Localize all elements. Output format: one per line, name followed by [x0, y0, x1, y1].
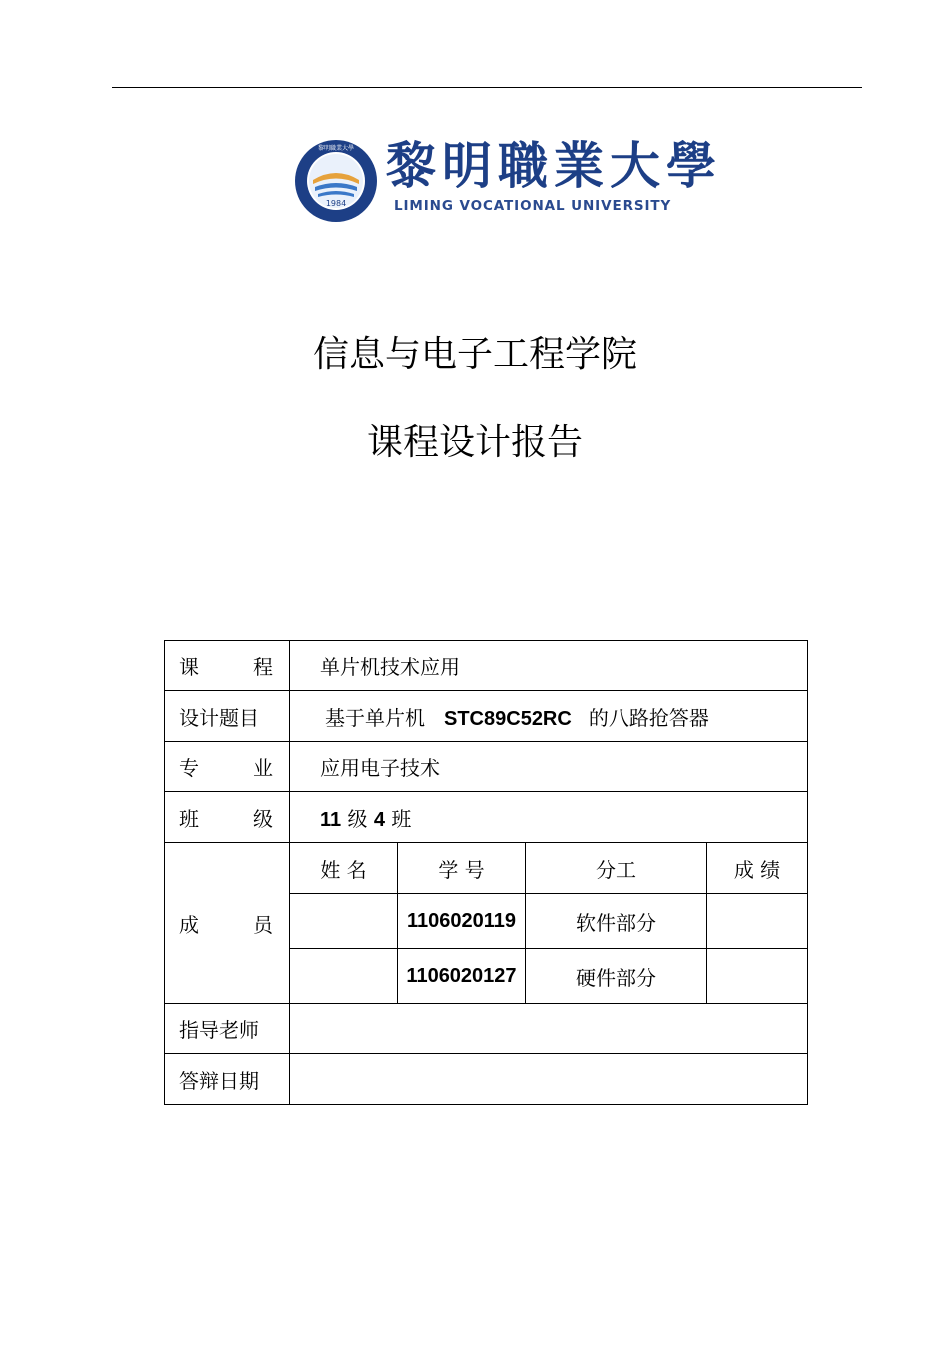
advisor-row — [165, 1004, 808, 1054]
member-score — [707, 949, 808, 1004]
school-name: 信息与电子工程学院 — [312, 334, 637, 375]
defense-date-value — [290, 1054, 808, 1105]
score-header: 成 绩 — [707, 843, 808, 894]
member-role: 硬件部分 — [526, 949, 707, 1004]
course-label: 课 程 — [165, 641, 290, 691]
report-title: 课程设计报告 — [366, 422, 583, 463]
defense-date-row — [165, 1054, 808, 1105]
member-name — [290, 949, 398, 1004]
members-header-row — [165, 843, 808, 894]
member-id: 1106020127 — [398, 949, 526, 1004]
major-row — [165, 742, 808, 792]
member-id: 1106020119 — [398, 894, 526, 949]
member-role: 软件部分 — [526, 894, 707, 949]
course-row — [165, 641, 808, 691]
university-name-chinese: 黎明職業大學 — [386, 136, 722, 195]
defense-date-label: 答辩日期 — [165, 1054, 290, 1105]
info-table — [164, 640, 808, 1105]
major-label: 专 业 — [165, 742, 290, 792]
course-value: 单片机技术应用 — [290, 641, 808, 691]
top-rule — [112, 87, 862, 88]
member-score — [707, 894, 808, 949]
class-label: 班 级 — [165, 792, 290, 843]
members-label: 成 员 — [165, 843, 290, 1004]
member-name — [290, 894, 398, 949]
university-name-english: LIMING VOCATIONAL UNIVERSITY — [394, 198, 672, 214]
advisor-value — [290, 1004, 808, 1054]
svg-text:1984: 1984 — [325, 199, 347, 208]
topic-label: 设计题目 — [165, 691, 290, 742]
university-logo — [294, 135, 722, 225]
class-row — [165, 792, 808, 843]
topic-row — [165, 691, 808, 742]
topic-value: 基于单片机 STC89C52RC 的八路抢答器 — [290, 691, 808, 742]
id-header: 学 号 — [398, 843, 526, 894]
major-value: 应用电子技术 — [290, 742, 808, 792]
role-header: 分工 — [526, 843, 707, 894]
class-value: 11 级 4 班 — [290, 792, 808, 843]
svg-text:黎明職業大學: 黎明職業大學 — [317, 145, 355, 152]
name-header: 姓 名 — [290, 843, 398, 894]
university-seal-icon — [294, 139, 378, 223]
advisor-label: 指导老师 — [165, 1004, 290, 1054]
